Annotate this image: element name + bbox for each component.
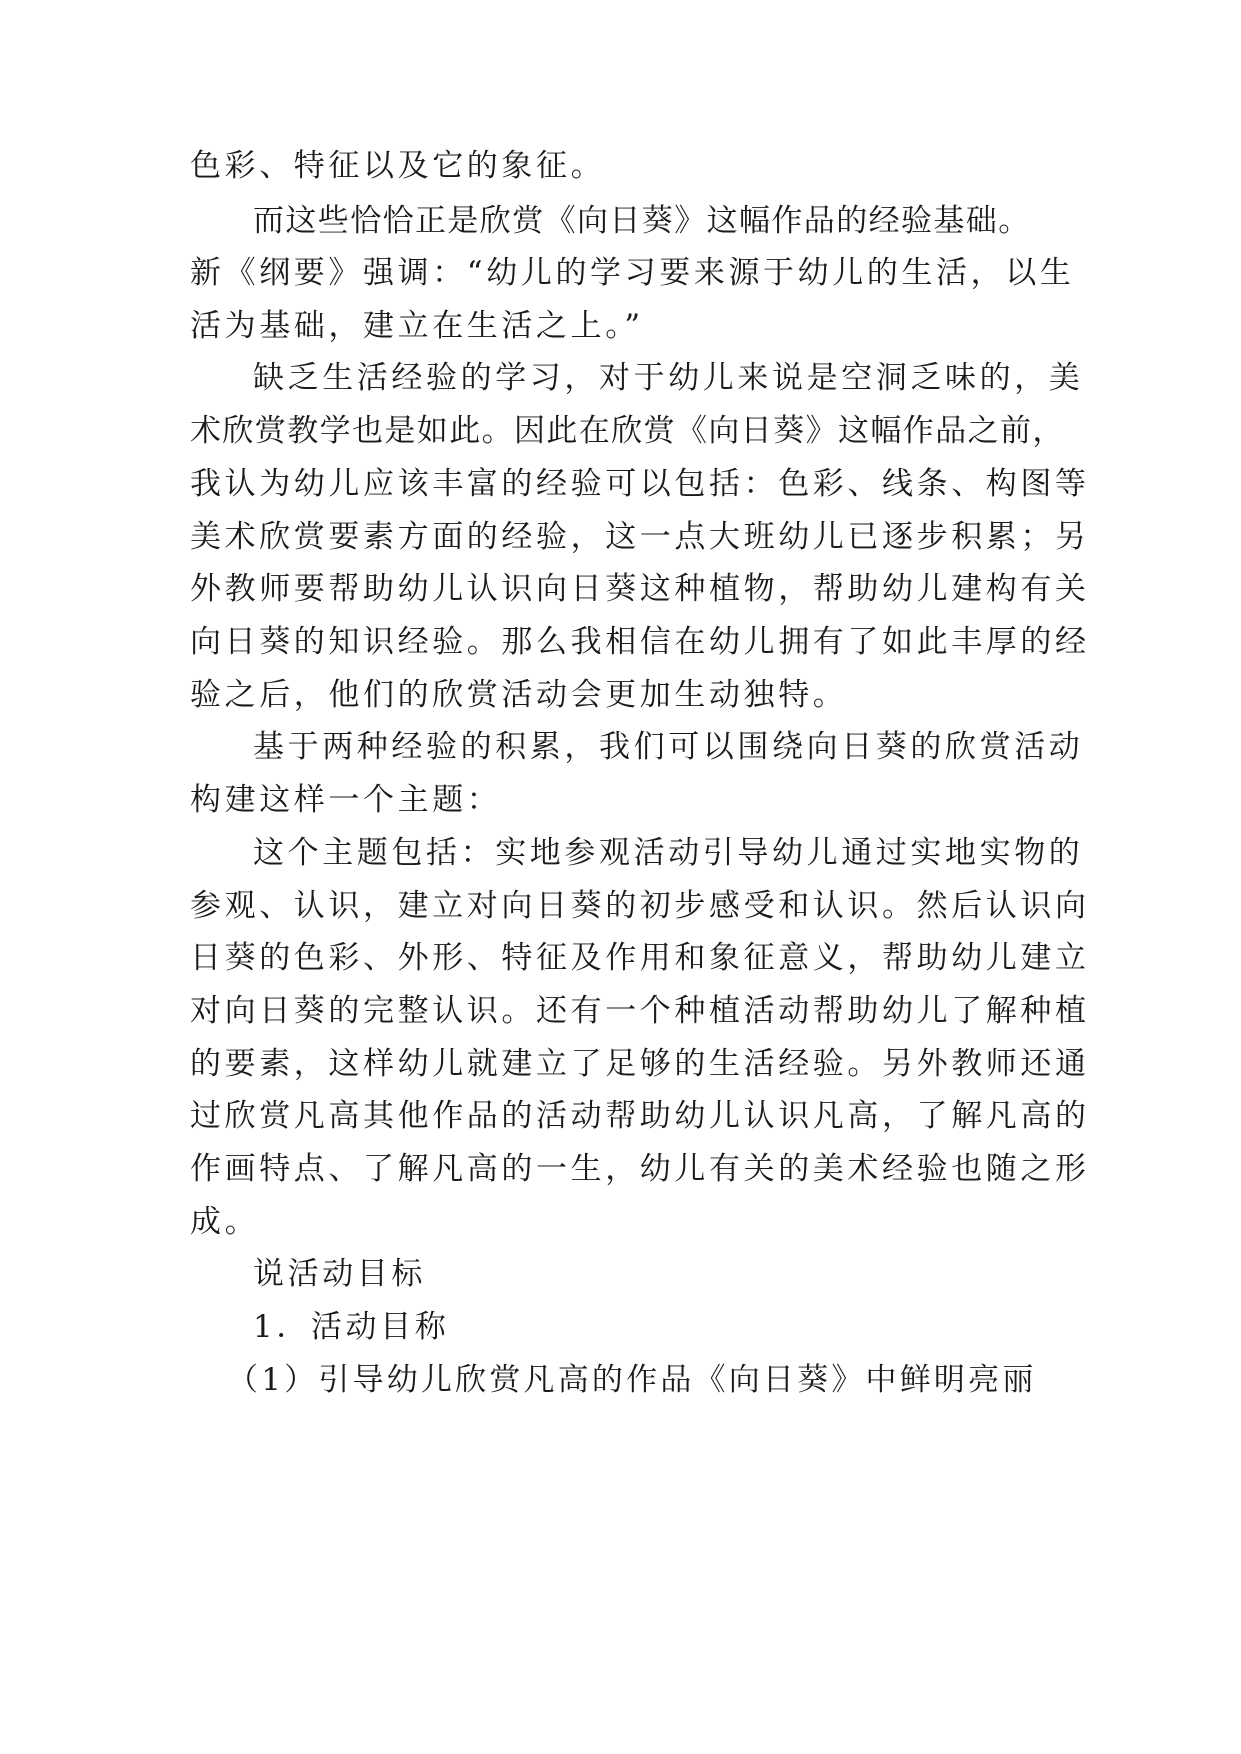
text-line: 作画特点、了解凡高的一生，幼儿有关的美术经验也随之形 — [190, 1151, 1090, 1187]
text-line: 活为基础，建立在生活之上。” — [190, 308, 644, 344]
text-line: 的要素，这样幼儿就建立了足够的生活经验。另外教师还通 — [190, 1046, 1090, 1082]
text-line: 新《纲要》强调：“幼儿的学习要来源于幼儿的生活，以生 — [190, 255, 1075, 291]
list-item: （1）引导幼儿欣赏凡高的作品《向日葵》中鲜明亮丽 — [227, 1362, 1037, 1398]
text-line: 我认为幼儿应该丰富的经验可以包括：色彩、线条、构图等 — [190, 466, 1090, 502]
text-line: 外教师要帮助幼儿认识向日葵这种植物，帮助幼儿建构有关 — [190, 571, 1090, 607]
text-line: 构建这样一个主题： — [190, 782, 502, 818]
text-line: 日葵的色彩、外形、特征及作用和象征意义，帮助幼儿建立 — [190, 940, 1090, 976]
text-line: 向日葵的知识经验。那么我相信在幼儿拥有了如此丰厚的经 — [190, 624, 1090, 660]
text-line: 美术欣赏要素方面的经验，这一点大班幼儿已逐步积累；另 — [190, 519, 1090, 555]
paragraph-first-line: 缺乏生活经验的学习，对于幼儿来说是空洞乏味的，美 — [253, 360, 1084, 396]
paragraph-first-line: 这个主题包括：实地参观活动引导幼儿通过实地实物的 — [253, 835, 1084, 871]
text-line: 验之后，他们的欣赏活动会更加生动独特。 — [190, 677, 848, 713]
section-heading: 说活动目标 — [253, 1256, 426, 1292]
text-line: 参观、认识，建立对向日葵的初步感受和认识。然后认识向 — [190, 888, 1090, 924]
text-line: 过欣赏凡高其他作品的活动帮助幼儿认识凡高，了解凡高的 — [190, 1098, 1090, 1134]
text-line: 术欣赏教学也是如此。因此在欣赏《向日葵》这幅作品之前， — [190, 413, 1065, 449]
paragraph-first-line: 而这些恰恰正是欣赏《向日葵》这幅作品的经验基础。 — [253, 203, 1031, 239]
text-line: 色彩、特征以及它的象征。 — [190, 148, 606, 184]
subsection-heading: 1．活动目称 — [253, 1309, 450, 1345]
text-line: 成。 — [190, 1204, 260, 1240]
paragraph-first-line: 基于两种经验的积累，我们可以围绕向日葵的欣赏活动 — [253, 729, 1084, 765]
text-line: 对向日葵的完整认识。还有一个种植活动帮助幼儿了解种植 — [190, 993, 1090, 1029]
